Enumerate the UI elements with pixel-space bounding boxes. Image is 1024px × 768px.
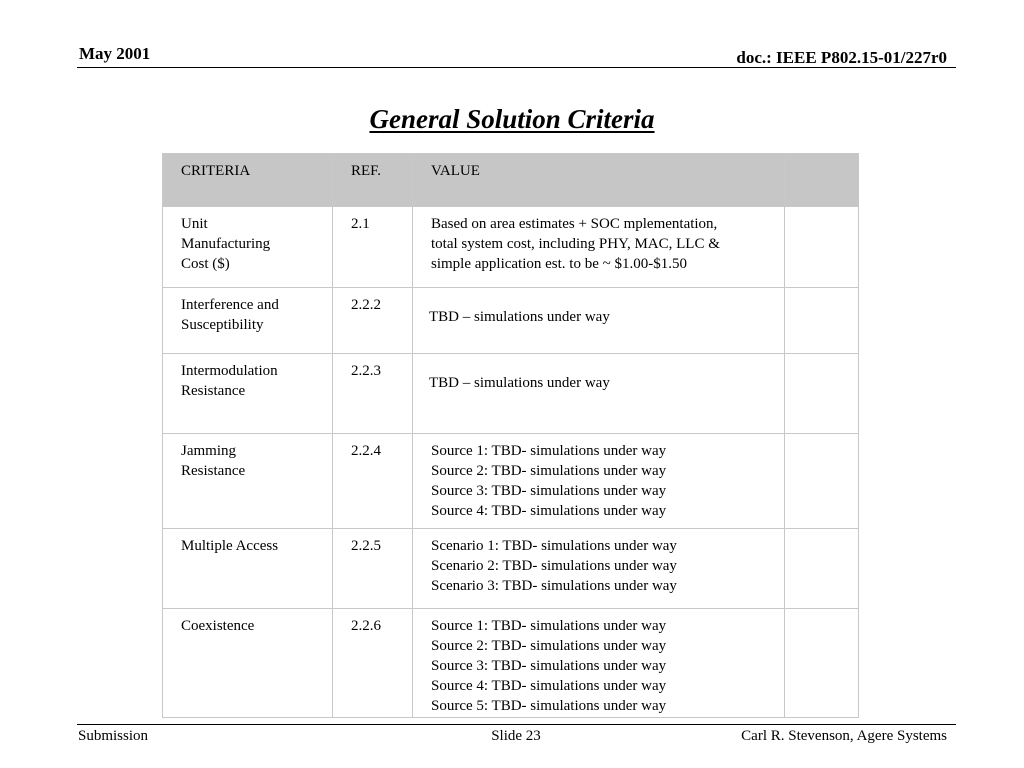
value-text: Source 1: TBD- simulations under way [431,443,667,459]
value-text: Source 3: TBD- simulations under way [431,483,667,499]
footer-slide-number: Slide 23 [491,728,541,744]
header-rule [77,67,956,68]
footer-submission: Submission [78,728,149,744]
ref-cell: 2.2.6 [333,609,413,718]
blank-cell [785,207,859,288]
criteria-text: Coexistence [181,618,255,634]
criteria-text: Susceptibility [181,317,264,333]
criteria-cell [163,609,333,718]
ref-cell: 2.2.5 [333,529,413,609]
value-text: Source 4: TBD- simulations under way [431,678,667,694]
value-cell [413,288,785,354]
criteria-text: Jamming [181,443,236,459]
table-row [163,207,859,288]
blank-cell [785,288,859,354]
value-text: Source 2: TBD- simulations under way [431,463,667,479]
footer-rule [77,724,956,725]
header-date: May 2001 [79,44,151,63]
column-header-criteria: CRITERIA [163,154,333,207]
value-text: simple application est. to be ~ $1.00-$1.50 [431,256,687,272]
criteria-cell [163,434,333,529]
blank-cell [785,434,859,529]
table-row [163,529,859,609]
value-text: Source 5: TBD- simulations under way [431,698,667,714]
table-row [163,609,859,718]
value-text: Source 4: TBD- simulations under way [431,503,667,519]
value-text: Scenario 3: TBD- simulations under way [431,578,677,594]
value-text: TBD – simulations under way [429,309,610,325]
criteria-text: Cost ($) [181,256,230,272]
criteria-text: Intermodulation [181,363,278,379]
table-row [163,354,859,434]
value-cell [413,207,785,288]
table-row [163,434,859,529]
criteria-text: Unit [181,216,208,232]
slide-title: General Solution Criteria [369,104,655,134]
value-text: TBD – simulations under way [429,375,610,391]
criteria-text: Manufacturing [181,236,271,252]
blank-cell [785,529,859,609]
value-text: Scenario 1: TBD- simulations under way [431,538,677,554]
value-cell [413,434,785,529]
table-header-row [163,154,859,207]
value-text: Source 2: TBD- simulations under way [431,638,667,654]
blank-cell [785,354,859,434]
value-text: Based on area estimates + SOC mplementation, [431,216,718,232]
header-doc-id: doc.: IEEE P802.15-01/227r0 [736,48,947,67]
ref-cell: 2.1 [333,207,413,288]
criteria-text: Multiple Access [181,538,279,554]
footer-author: Carl R. Stevenson, Agere Systems [741,728,947,744]
criteria-cell [163,207,333,288]
criteria-cell [163,288,333,354]
criteria-cell [163,529,333,609]
value-cell [413,609,785,718]
value-cell [413,354,785,434]
value-text: Scenario 2: TBD- simulations under way [431,558,677,574]
table-body [163,207,859,718]
ref-cell: 2.2.3 [333,354,413,434]
value-cell [413,529,785,609]
column-header-value: VALUE [413,154,785,207]
value-text: Source 3: TBD- simulations under way [431,658,667,674]
ref-cell: 2.2.4 [333,434,413,529]
ref-cell: 2.2.2 [333,288,413,354]
value-text: total system cost, including PHY, MAC, LLC & [431,236,720,252]
criteria-cell [163,354,333,434]
column-header-ref: REF. [333,154,413,207]
criteria-text: Resistance [181,463,246,479]
table-row [163,288,859,354]
criteria-text: Interference and [181,297,279,313]
criteria-table [162,153,859,718]
value-text: Source 1: TBD- simulations under way [431,618,667,634]
criteria-text: Resistance [181,383,246,399]
column-header-blank [785,154,859,207]
blank-cell [785,609,859,718]
